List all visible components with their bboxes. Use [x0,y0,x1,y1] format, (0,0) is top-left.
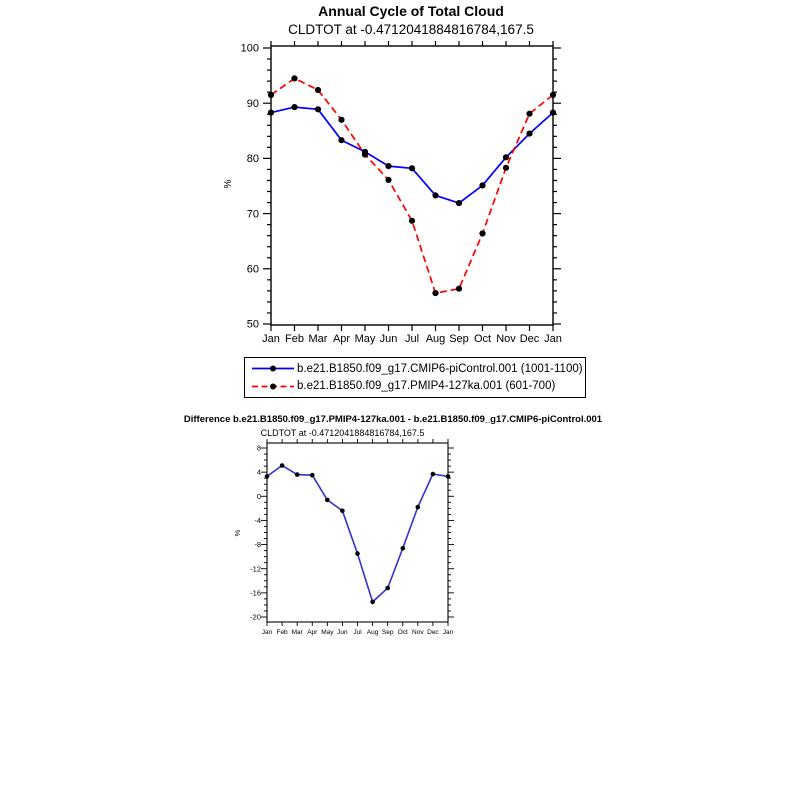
top-chart-y-axis-label: % [223,179,234,189]
y-tick-label: 90 [246,97,259,110]
x-tick-label: Jul [353,629,362,636]
x-tick-label: May [321,629,334,636]
data-point-marker [446,474,451,479]
data-point-marker [385,177,391,183]
x-tick-label: Oct [473,333,492,345]
x-tick-label: Jun [379,333,398,345]
series-line-0 [271,107,553,203]
x-tick-label: Aug [366,629,379,636]
data-point-marker [310,473,315,478]
x-tick-label: Jul [404,333,420,345]
y-tick-label: -8 [254,540,261,550]
data-point-marker [431,472,436,477]
data-point-marker [295,472,300,477]
x-tick-label: Nov [496,333,516,345]
data-point-marker [338,117,344,123]
x-tick-label: Feb [285,333,304,345]
data-point-marker [401,546,406,551]
data-point-marker [456,200,462,206]
difference-chart-y-axis-label: % [233,529,242,537]
y-tick-label: -20 [250,612,261,622]
x-tick-label: Jan [261,629,273,636]
data-point-marker [479,230,485,236]
x-tick-label: Sep [449,333,469,345]
y-tick-label: 0 [256,491,261,501]
data-point-marker [550,110,556,116]
x-tick-label: Sep [381,629,394,636]
x-tick-label: Mar [308,333,328,345]
data-point-marker [503,165,509,171]
x-tick-label: Feb [276,629,288,636]
data-point-marker [315,87,321,93]
data-point-marker [338,137,344,143]
data-point-marker [291,75,297,81]
data-point-marker [409,218,415,224]
picontrol-line-sample [251,362,295,375]
y-tick-label: 50 [246,318,259,331]
y-tick-label: -4 [254,515,261,525]
data-point-marker [432,192,438,198]
data-point-marker [265,474,270,479]
x-tick-label: Apr [307,629,318,636]
data-point-marker [385,586,390,591]
data-point-marker [268,110,274,116]
legend-entry-picontrol [251,360,583,378]
series-line-1 [271,78,553,293]
y-tick-label: 60 [246,263,259,276]
x-tick-label: Mar [291,629,303,636]
difference-chart-subtitle: CLDTOT at -0.4712041884816784,167.5 [260,428,425,438]
legend-label-picontrol: b.e21.B1850.f09_g17.CMIP6-piControl.001 (1001-1100) [297,362,583,375]
legend-entry-pmip4 [251,378,583,396]
annual-cycle-plot [241,41,562,345]
data-point-marker [315,106,321,112]
x-tick-label: Jun [337,629,348,636]
data-point-marker [291,104,297,110]
data-point-marker [456,286,462,292]
y-tick-label: -12 [250,564,261,574]
plot-border [267,443,448,622]
data-point-marker [370,600,375,605]
data-point-marker [385,163,391,169]
data-point-marker [432,290,438,296]
data-point-marker [479,182,485,188]
y-tick-label: 80 [246,153,259,166]
data-point-marker [355,551,360,556]
x-tick-label: Aug [425,333,446,345]
difference-chart-title: Difference b.e21.B1850.f09_g17.PMIP4-127ka.001 - b.e21.B1850.f09_g17.CMIP6-piControl.001 [183,414,603,425]
data-point-marker [409,165,415,171]
pmip4-line-sample [251,380,295,393]
data-point-marker [503,154,509,160]
x-tick-label: Apr [332,333,351,345]
series-line-0 [267,466,448,602]
data-point-marker [280,463,285,468]
x-tick-label: Jan [544,333,562,345]
legend [244,357,586,398]
legend-label-pmip4: b.e21.B1850.f09_g17.PMIP4-127ka.001 (601-700) [297,380,556,393]
data-point-marker [526,111,532,117]
y-tick-label: 70 [246,208,259,221]
x-tick-label: Nov [412,629,424,636]
y-tick-label: -16 [250,588,261,598]
data-point-marker [416,505,421,510]
data-point-marker [268,92,274,98]
y-tick-label: 8 [256,443,261,453]
x-tick-label: Dec [427,629,439,636]
data-point-marker [325,498,330,503]
top-chart-title: Annual Cycle of Total Cloud [318,3,504,19]
x-tick-label: Jan [262,333,280,345]
x-tick-label: Oct [397,629,408,636]
top-chart-subtitle: CLDTOT at -0.4712041884816784,167.5 [288,22,534,37]
data-point-marker [526,131,532,137]
data-point-marker [340,509,345,514]
difference-plot [250,439,454,636]
y-tick-label: 4 [256,467,261,477]
x-tick-label: May [354,333,376,345]
x-tick-label: Jan [442,629,454,636]
data-point-marker [550,92,556,98]
x-tick-label: Dec [519,333,540,345]
y-tick-label: 100 [240,42,259,55]
data-point-marker [362,151,368,157]
